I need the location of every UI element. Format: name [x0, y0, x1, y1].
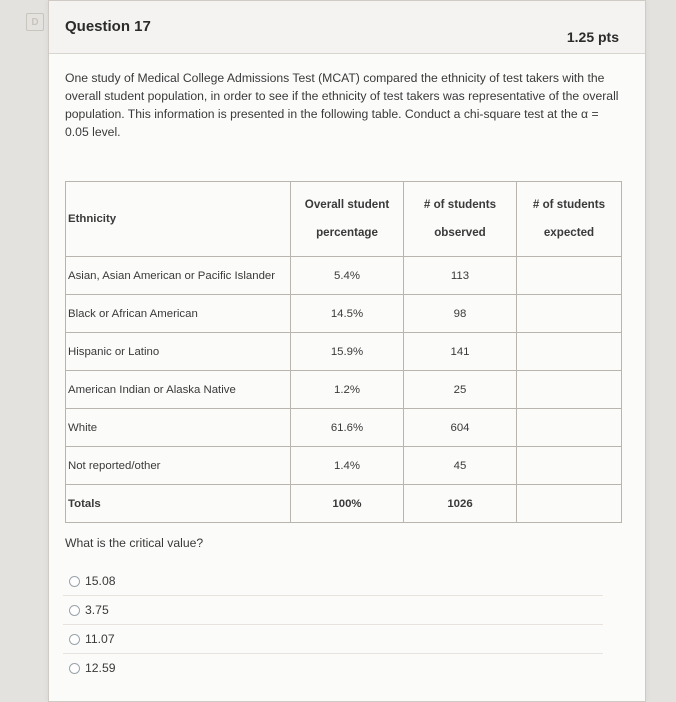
answer-option[interactable]: [63, 595, 603, 624]
row-percentage: 14.5%: [291, 295, 404, 333]
header-observed: [404, 182, 517, 257]
question-card: [48, 0, 646, 702]
header-percentage: [291, 182, 404, 257]
row-expected: [517, 371, 622, 409]
row-observed: 45: [404, 447, 517, 485]
question-title: Question 17: [65, 18, 151, 35]
question-text: One study of Medical College Admissions Test (MCAT) compared the ethnicity of test takers with the overall student population, in order to see if the ethnicity of test takers was representative of the overall population. This information is presented in the following table. Conduct a chi-square test at the α = 0.05 level.: [65, 71, 619, 139]
table-row: [66, 371, 622, 409]
question-points: 1.25 pts: [566, 29, 619, 45]
row-percentage: 15.9%: [291, 333, 404, 371]
header-expected-line2: expected: [543, 226, 595, 239]
header-percentage-line1: Overall student: [304, 198, 390, 211]
radio-button[interactable]: [69, 576, 80, 587]
row-ethnicity: Hispanic or Latino: [66, 333, 291, 371]
table-row: [66, 333, 622, 371]
table-row: [66, 295, 622, 333]
totals-label: Totals: [66, 485, 291, 523]
row-observed: 604: [404, 409, 517, 447]
row-percentage: 61.6%: [291, 409, 404, 447]
answer-label: 11.07: [85, 632, 115, 646]
answer-label: 12.59: [85, 661, 116, 675]
question-flag-icon: D: [26, 13, 44, 31]
table-row: [66, 257, 622, 295]
ethnicity-table: [65, 181, 622, 523]
row-percentage: 1.4%: [291, 447, 404, 485]
row-expected: [517, 333, 622, 371]
row-observed: 113: [404, 257, 517, 295]
table-row: [66, 409, 622, 447]
answer-label: 3.75: [85, 603, 109, 617]
row-expected: [517, 295, 622, 333]
row-ethnicity: White: [66, 409, 291, 447]
table-row: [66, 447, 622, 485]
header-ethnicity: Ethnicity: [66, 182, 291, 257]
answer-option[interactable]: [63, 653, 603, 682]
question-header: [49, 1, 645, 54]
totals-row: [66, 485, 622, 523]
radio-button[interactable]: [69, 605, 80, 616]
radio-button[interactable]: [69, 634, 80, 645]
row-expected: [517, 257, 622, 295]
row-observed: 141: [404, 333, 517, 371]
row-observed: 25: [404, 371, 517, 409]
row-expected: [517, 447, 622, 485]
row-ethnicity: Asian, Asian American or Pacific Islander: [66, 257, 291, 295]
header-percentage-line2: percentage: [316, 226, 378, 239]
answer-option[interactable]: [63, 567, 603, 595]
header-observed-line1: # of students: [423, 198, 497, 211]
row-percentage: 5.4%: [291, 257, 404, 295]
answer-list: [63, 567, 603, 682]
radio-button[interactable]: [69, 663, 80, 674]
critical-value-prompt: What is the critical value?: [65, 536, 204, 550]
row-percentage: 1.2%: [291, 371, 404, 409]
row-ethnicity: American Indian or Alaska Native: [66, 371, 291, 409]
header-observed-line2: observed: [434, 226, 486, 239]
header-expected-line1: # of students: [532, 198, 606, 211]
row-ethnicity: Not reported/other: [66, 447, 291, 485]
totals-observed: 1026: [404, 485, 517, 523]
row-ethnicity: Black or African American: [66, 295, 291, 333]
totals-expected: [517, 485, 622, 523]
header-expected: [517, 182, 622, 257]
answer-label: 15.08: [85, 574, 116, 588]
row-observed: 98: [404, 295, 517, 333]
totals-percentage: 100%: [291, 485, 404, 523]
answer-option[interactable]: [63, 624, 603, 653]
table-header-row: [66, 182, 622, 257]
row-expected: [517, 409, 622, 447]
